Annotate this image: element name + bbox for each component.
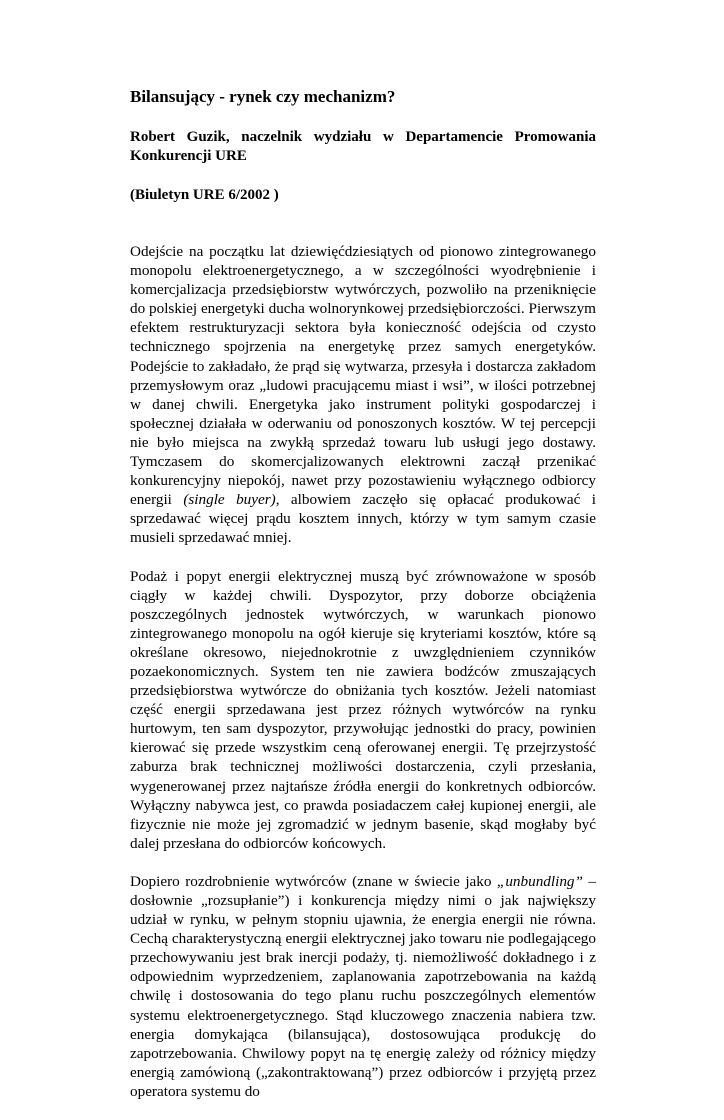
paragraph-1-italic: (single buyer) [183, 491, 276, 509]
document-page [130, 86, 596, 1120]
paragraph-1-text-a: Odejście na początku lat dziewięćdziesiątych od pionowo zintegrowanego monopolu elektroenergetycznego, a w szczególności wyodrębnienie i komercjalizacja przedsiębiorstw wytwórczych, pozwoliło na przeniknięcie do polskiej energetyki ducha wolnorynkowej przedsiębiorczości. Pierwszym efektem restrukturyzacji sektora była konieczność odejścia od czysto technicznego spojrzenia na energetykę przez samych energetyków. Podejście to zakładało, że prąd się wytwarza, przesyła i dostarcza zakładom przemysłowym oraz „ludowi pracującemu miast i wsi”, w ilości potrzebnej w danej chwili. Energetyka jako instrument polityki gospodarczej i społecznej działała w oderwaniu od ponoszonych kosztów. W tej percepcji nie było miejsca na zwykłą sprzedaż towaru lub usługi jego dostawy. Tymczasem do skomercjalizowanych elektrowni zaczął przenikać konkurencyjny niepokój, nawet przy pozostawieniu wyłącznego odbiorcy energii [130, 243, 596, 509]
publication-source: (Biuletyn URE 6/2002 ) [130, 187, 279, 203]
author-role: , naczelnik wydziału w Departamencie Promowania Konkurencji URE [130, 129, 596, 164]
paragraph-3 [130, 872, 596, 1101]
paragraph-3-text-b: dosłownie „rozsupłanie”) i konkurencja między nimi o jak największy udział w rynku, w pełnym stopniu ujawnia, że energia energii nie równa. Cechą charakterystyczną energii elektrycznej jako towaru nie podlegającego przechowywaniu jest brak inercji podaży, tj. niemożliwość dokładnego i z odpowiednim wyprzedzeniem, zaplanowania zapotrzebowania na każdą chwilę i dostosowania do tego planu ruchu poszczególnych elementów systemu elektroenergetycznego. Stąd kluczowego znaczenia nabiera tzw. energia domykająca (bilansująca), dostosowująca produkcję do zapotrzebowania. Chwilowy popyt na tę energię zależy od różnicy między energią zamówioną („zakontraktowaną”) przez odbiorców i przyjętą przez operatora systemu do [130, 892, 596, 1100]
document-title: Bilansujący - rynek czy mechanizm? [130, 87, 396, 106]
author-line [130, 128, 596, 166]
paragraph-3-italic: „unbundling” – [496, 872, 596, 890]
paragraph-2: Podaż i popyt energii elektrycznej muszą być zrównoważone w sposób ciągły w każdej chwili. Dyspozytor, przy doborze obciążenia poszczególnych jednostek wytwórczych, w warunkach pionowo zintegrowanego monopolu na ogół kieruje się kryteriami kosztów, które są określane okresowo, niejednokrotnie z uwzględnieniem czynników pozaekonomicznych. System ten nie zawiera bodźców zmuszających przedsiębiorstwa wytwórcze do obniżania tych kosztów. Jeżeli natomiast część energii sprzedawana jest przez różnych wytwórców na rynku hurtowym, ten sam dyspozytor, przywołując jednostki do pracy, powinien kierować się przede wszystkim ceną oferowanej energii. Tę przejrzystość zaburza brak technicznej możliwości dostarczenia, czyli przesłania, wygenerowanej przez najtańsze źródła energii do konkretnych odbiorców. Wyłączny nabywca jest, co prawda posiadaczem całej kupionej energii, ale fizycznie nie może jej zgromadzić w jednym basenie, skąd mogłaby być dalej przesłana do odbiorców końcowych. [130, 567, 596, 852]
author-name: Robert Guzik [130, 129, 226, 145]
paragraph-1 [130, 242, 596, 548]
paragraph-3-text-a: Dopiero rozdrobnienie wytwórców (znane w świecie jako [130, 872, 497, 890]
paragraph-1-text-b: , albowiem zaczęło się opłacać produkować i sprzedawać więcej prądu kosztem innych, którzy w tym samym czasie musieli sprzedawać mniej. [130, 491, 596, 547]
